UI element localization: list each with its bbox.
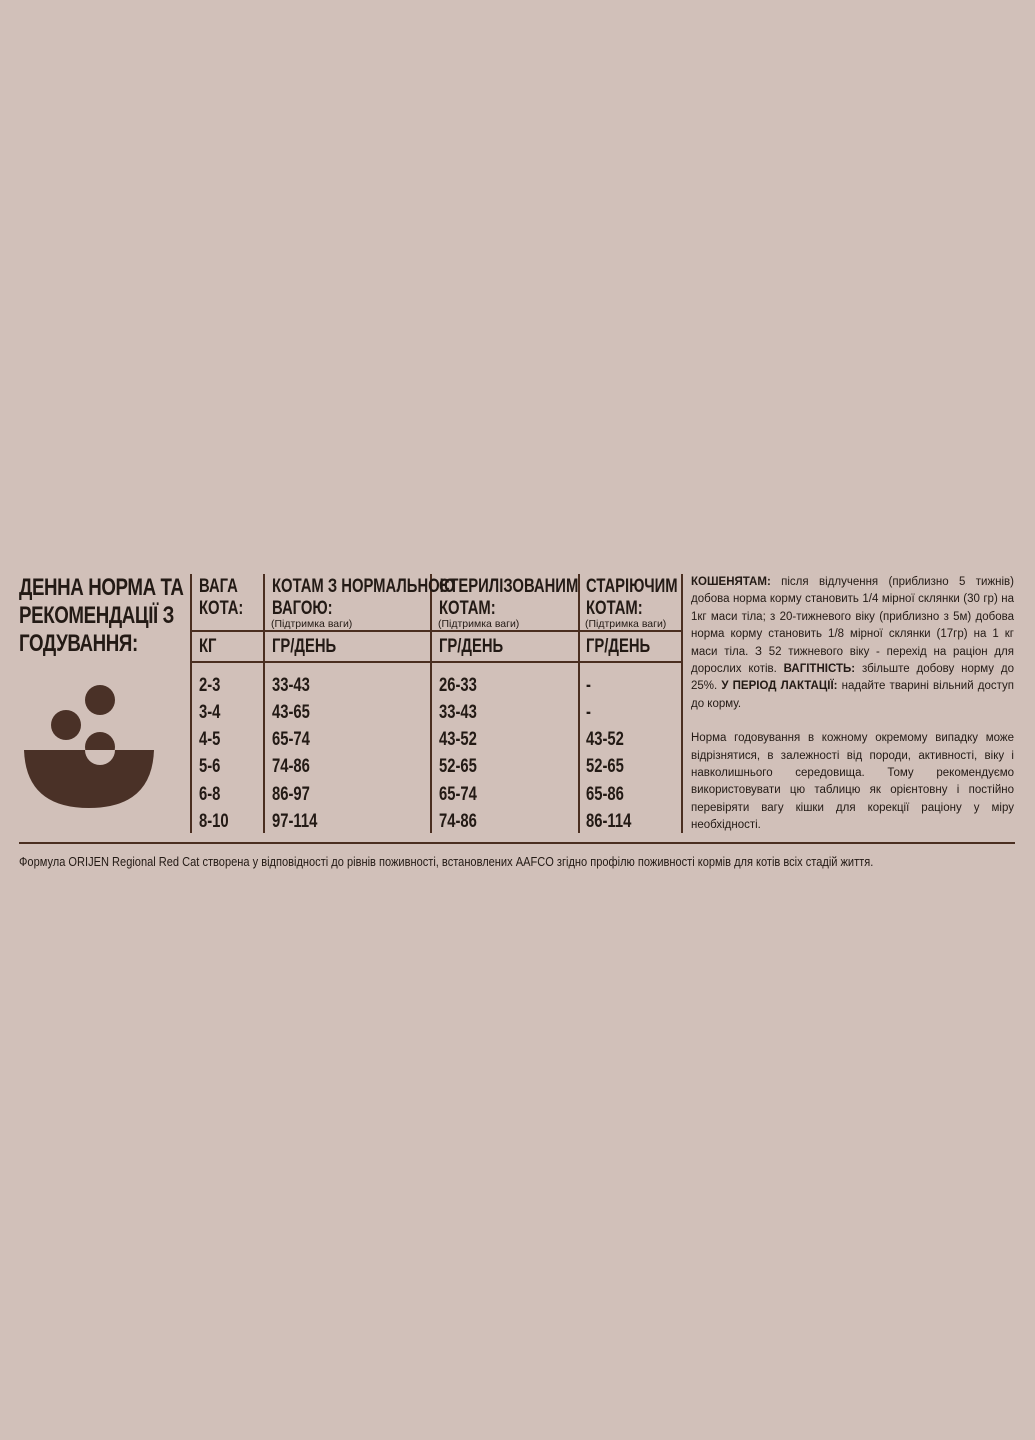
unit-rule (190, 661, 682, 663)
table-cell: 2-3 (199, 675, 221, 696)
table-cell: 52-65 (586, 756, 624, 777)
table-cell: 33-43 (439, 702, 477, 723)
column-divider (190, 574, 192, 833)
table-cell: - (586, 675, 591, 696)
table-cell: 86-97 (272, 784, 310, 805)
feeding-notes (691, 574, 1014, 835)
table-cell: 86-114 (586, 811, 632, 832)
table-cell: 97-114 (272, 811, 318, 832)
table-cell: 26-33 (439, 675, 477, 696)
table-cell: - (586, 702, 591, 723)
header-weight: ВАГА КОТА: (199, 576, 244, 619)
title-line: РЕКОМЕНДАЦІЇ З (19, 602, 174, 629)
unit-gr-day: ГР/ДЕНЬ (586, 636, 651, 657)
table-cell: 4-5 (199, 729, 221, 750)
subheader-normal-weight: (Підтримка ваги) (271, 618, 353, 630)
table-cell: 43-52 (586, 729, 624, 750)
header-rule (190, 630, 682, 632)
footer-divider (19, 842, 1015, 844)
title-line: ГОДУВАННЯ: (19, 630, 138, 657)
table-cell: 74-86 (272, 756, 310, 777)
notes-kittens-paragraph: КОШЕНЯТАМ: після відлучення (приблизно 5 тижнів) добова норма корму становить 1/4 мірної склянки (30 гр) на 1кг маси тіла; з 20-тижневого віку (приблизно з 5м) добова норма корму становить 1/8 мірної склянки (17гр) на 1 кг маси тіла. З 52 тижневого віку - перехід на раціон для дорослих котів. ВАГІТНІСТЬ: збільште добову норму до 25%. У ПЕРІОД ЛАКТАЦІЇ: надайте тварині вільний доступ до корму. (691, 576, 1014, 710)
unit-gr-day: ГР/ДЕНЬ (272, 636, 337, 657)
header-normal-weight: КОТАМ З НОРМАЛЬНОЮ ВАГОЮ: (272, 576, 455, 619)
table-cell: 3-4 (199, 702, 221, 723)
table-cell: 5-6 (199, 756, 221, 777)
food-bowl-icon (24, 682, 156, 810)
header-sterilized: СТЕРИЛІЗОВАНИМ КОТАМ: (439, 576, 579, 619)
header-senior: СТАРІЮЧИМ КОТАМ: (586, 576, 678, 619)
column-divider (681, 574, 683, 833)
page-title (19, 574, 184, 658)
table-cell: 65-74 (272, 729, 310, 750)
table-cell: 43-65 (272, 702, 310, 723)
table-cell: 65-86 (586, 784, 624, 805)
table-cell: 74-86 (439, 811, 477, 832)
unit-gr-day: ГР/ДЕНЬ (439, 636, 504, 657)
notes-general-paragraph: Норма годовування в кожному окремому випадку може відрізнятися, в залежності від породи, активності, віку і навколишнього середовища. Тому рекомендуємо використовувати цю таблицю як орієнтовну і постійно перевіряти вагу кішки для корекції раціону у міру необхідності. (691, 732, 1014, 832)
table-cell: 33-43 (272, 675, 310, 696)
table-cell: 52-65 (439, 756, 477, 777)
subheader-senior: (Підтримка ваги) (585, 618, 667, 630)
footer-note: Формула ORIJEN Regional Red Cat створена у відповідності до рівнів поживності, встановлених AAFCO згідно профілю поживності кормів для котів всіх стадій життя. (19, 855, 874, 869)
table-cell: 65-74 (439, 784, 477, 805)
column-divider (263, 574, 265, 833)
table-cell: 43-52 (439, 729, 477, 750)
subheader-sterilized: (Підтримка ваги) (438, 618, 520, 630)
table-cell: 8-10 (199, 811, 229, 832)
title-line: ДЕННА НОРМА ТА (19, 574, 184, 601)
unit-kg: КГ (199, 636, 217, 657)
table-cell: 6-8 (199, 784, 221, 805)
